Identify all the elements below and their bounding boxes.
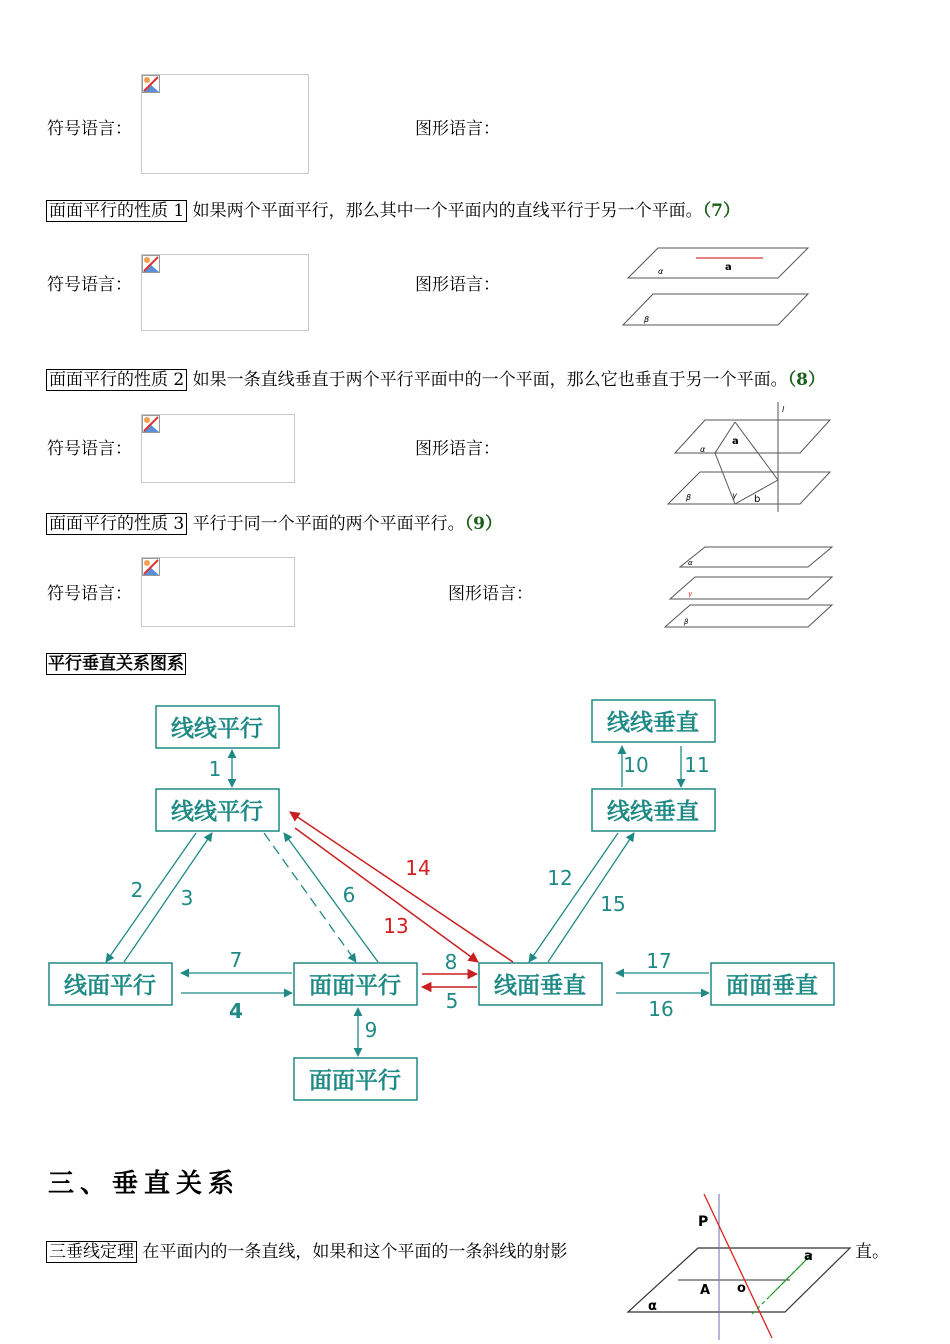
edge-label-2: 2	[130, 878, 144, 902]
figure-label-P: P	[698, 1214, 709, 1230]
figure-language-label-3: 图形语言：	[448, 584, 533, 604]
broken-image-icon	[142, 255, 160, 273]
figure9-label-beta: β	[684, 618, 689, 626]
figure-perpendicular-planes	[660, 400, 840, 515]
figure8-label-b: b	[754, 494, 761, 505]
figure-label-a: a	[804, 1249, 813, 1264]
edge-label-5: 5	[445, 989, 459, 1013]
figure-label-o: o	[737, 1281, 746, 1296]
theorem-tag: 三垂线定理	[46, 1241, 137, 1263]
edge-label-7: 7	[229, 948, 243, 972]
edge-label-11: 11	[684, 753, 710, 777]
edge-label-4: 4	[229, 999, 243, 1023]
figure7-label-a: a	[725, 262, 732, 273]
property-2-tag: 面面平行的性质 2	[46, 369, 187, 391]
section-heading-perpendicular: 三、垂直关系	[48, 1169, 241, 1199]
node-label-mm-perp: 面面垂直	[726, 973, 818, 999]
relationship-diagram	[0, 690, 950, 1110]
edge-label-6: 6	[342, 883, 356, 907]
edge-label-16: 16	[648, 997, 674, 1021]
figure-language-label-0: 图形语言：	[415, 119, 500, 139]
figure7-label-beta: β	[644, 315, 650, 324]
edge-label-10: 10	[623, 753, 649, 777]
node-label-lm-perp: 线面垂直	[494, 973, 586, 999]
figure-language-label-1: 图形语言：	[415, 275, 500, 295]
figure7-label-alpha: α	[658, 267, 664, 276]
figure-parallel-planes-line	[618, 240, 818, 332]
property-3-tag: 面面平行的性质 3	[46, 513, 187, 535]
theorem-text-left: 在平面内的一条直线，如果和这个平面的一条斜线的射影	[142, 1242, 568, 1262]
diagram-title: 平行垂直关系图系	[48, 654, 184, 674]
property-2-number: （8）	[787, 370, 825, 390]
property-1-number: （7）	[702, 201, 740, 221]
figure-three-parallel-planes	[660, 543, 840, 631]
symbol-image-placeholder-3	[141, 557, 295, 627]
node-label-mm-par: 面面平行	[309, 973, 401, 999]
figure8-label-l: l	[782, 405, 785, 414]
property-1-tag: 面面平行的性质 1	[46, 200, 187, 222]
node-label-ll-mid: 线线平行	[171, 799, 263, 825]
figure8-label-gamma: γ	[732, 491, 737, 500]
property-2	[46, 365, 825, 390]
symbol-language-label-2: 符号语言：	[47, 439, 132, 459]
edge-label-12: 12	[547, 866, 573, 890]
edge-label-17: 17	[646, 949, 672, 973]
symbol-language-label-1: 符号语言：	[47, 275, 132, 295]
edge-label-1: 1	[208, 757, 222, 781]
figure-label-alpha: α	[648, 1299, 657, 1314]
broken-image-icon	[142, 558, 160, 576]
edge-label-9: 9	[364, 1018, 378, 1042]
property-1-text: 如果两个平面平行，那么其中一个平面内的直线平行于另一个平面。	[192, 201, 703, 221]
figure9-label-gamma: γ	[688, 590, 693, 598]
edge-label-3: 3	[180, 886, 194, 910]
edge-label-15: 15	[600, 892, 626, 916]
symbol-language-label-0: 符号语言：	[47, 119, 132, 139]
symbol-image-placeholder-0	[141, 74, 309, 174]
symbol-language-label-3: 符号语言：	[47, 584, 132, 604]
edge-label-8: 8	[444, 950, 458, 974]
symbol-image-placeholder-1	[141, 254, 309, 331]
property-3-text: 平行于同一个平面的两个平面平行。	[192, 514, 465, 534]
theorem-line	[46, 1237, 567, 1262]
theorem-text-right: 直。	[855, 1242, 889, 1262]
figure-label-A: A	[700, 1283, 711, 1298]
figure8-label-beta: β	[686, 493, 692, 502]
property-3	[46, 509, 502, 534]
broken-image-icon	[142, 415, 160, 433]
node-label-llp-top: 线线垂直	[607, 710, 699, 736]
property-3-number: （9）	[464, 514, 502, 534]
property-2-text: 如果一条直线垂直于两个平行平面中的一个平面，那么它也垂直于另一个平面。	[192, 370, 788, 390]
node-label-lm-par: 线面平行	[64, 973, 156, 999]
figure-three-perpendiculars	[620, 1190, 855, 1344]
edge-label-13: 13	[383, 914, 409, 938]
figure8-label-a: a	[732, 436, 739, 447]
symbol-image-placeholder-2	[141, 414, 295, 483]
broken-image-icon	[142, 75, 160, 93]
node-label-ll-top: 线线平行	[171, 716, 263, 742]
edge-label-14: 14	[405, 856, 431, 880]
figure8-label-alpha: α	[700, 445, 706, 454]
figure-language-label-2: 图形语言：	[415, 439, 500, 459]
figure9-label-alpha: α	[688, 559, 693, 567]
node-label-mm-bot: 面面平行	[309, 1068, 401, 1094]
property-1	[46, 196, 740, 221]
node-label-llp-mid: 线线垂直	[607, 799, 699, 825]
